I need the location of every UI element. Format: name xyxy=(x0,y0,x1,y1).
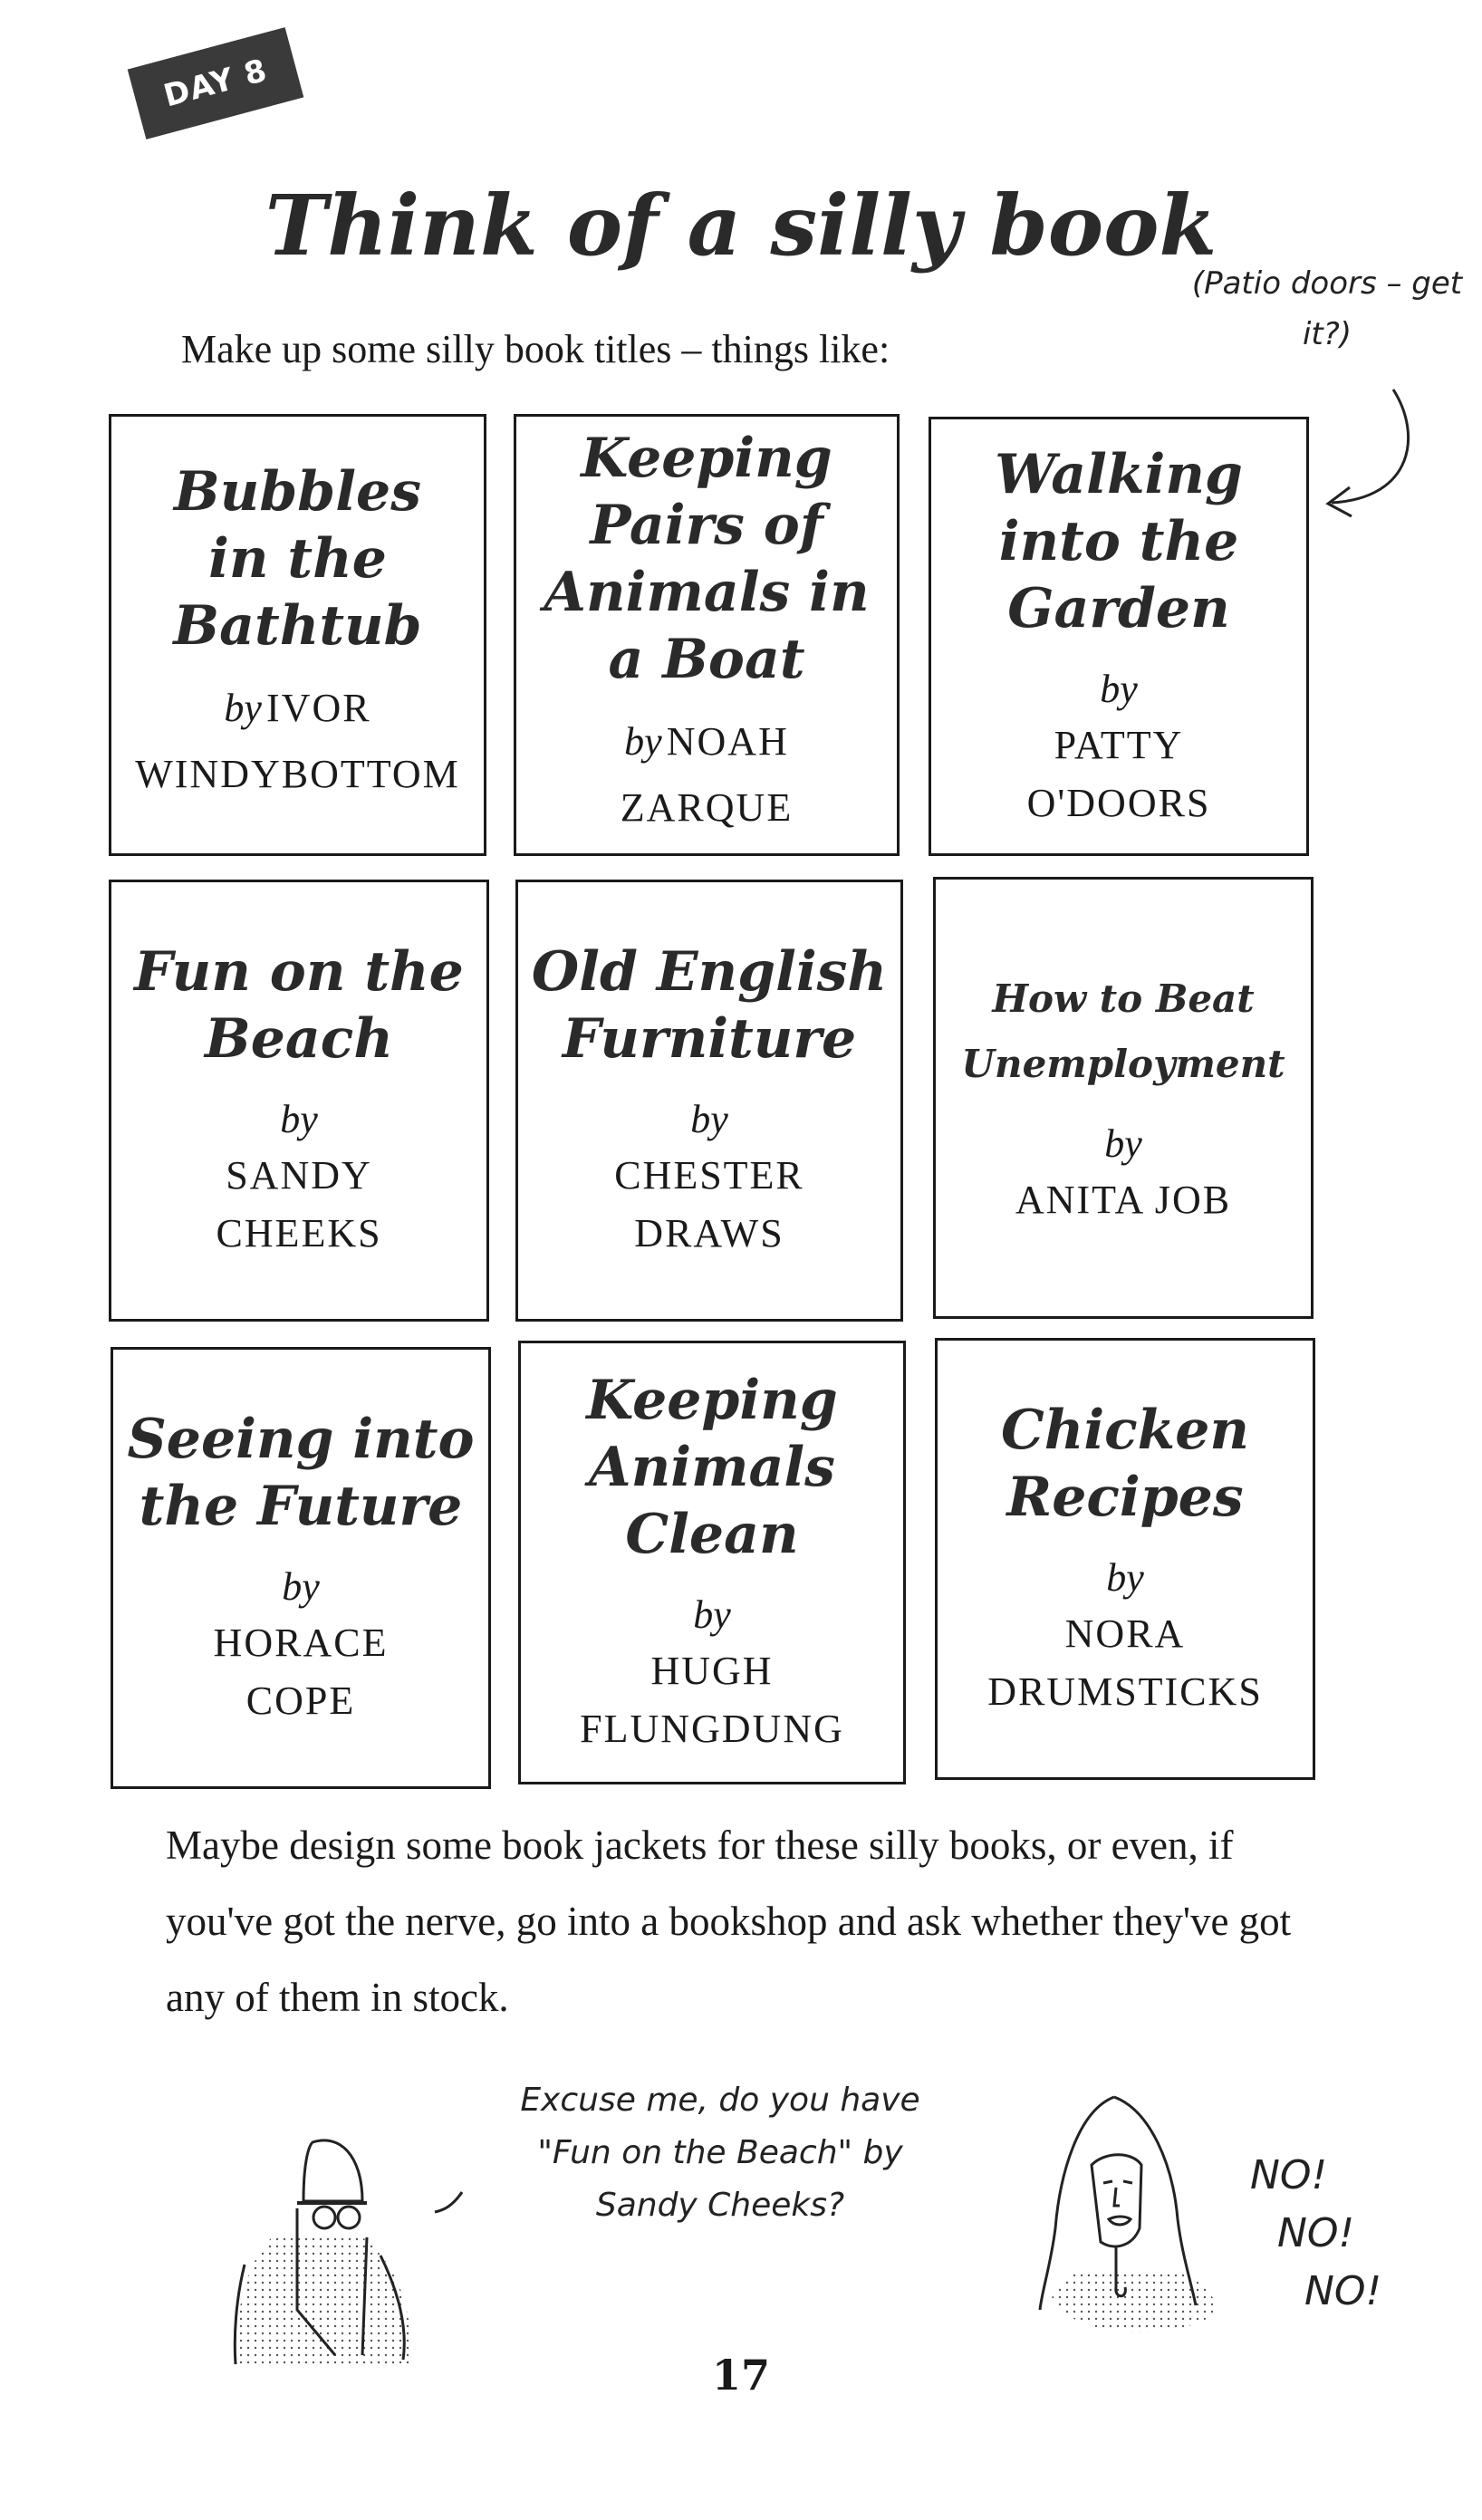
book-card xyxy=(929,417,1309,856)
reply-text xyxy=(1250,2147,1381,2321)
book-author: NOAH ZARQUE xyxy=(620,719,794,830)
book-by: by xyxy=(224,686,262,730)
body-paragraph: Maybe design some book jackets for these silly books, or even, if you've got the nerve, go into a bookshop and ask whether they've got any of them in stock. xyxy=(166,1823,1292,2020)
book-title: Old English Furniture xyxy=(531,940,888,1071)
book-card xyxy=(933,877,1314,1319)
book-by: by xyxy=(690,1097,728,1141)
book-author: HUGH FLUNGDUNG xyxy=(580,1649,844,1751)
page-title: Think of a silly book xyxy=(265,177,1217,274)
reply-line: NO! xyxy=(1277,2210,1355,2256)
book-card xyxy=(109,880,489,1322)
book-by: by xyxy=(280,1097,318,1141)
reply-line: NO! xyxy=(1250,2152,1328,2198)
speech-text: Excuse me, do you have "Fun on the Beach" by Sandy Cheeks? xyxy=(520,2082,920,2224)
book-card xyxy=(109,414,486,856)
book-title: Keeping Animals Clean xyxy=(586,1369,838,1566)
book-card xyxy=(935,1338,1315,1780)
book-title: Walking into the Garden xyxy=(995,442,1243,640)
book-title: Fun on the Beach xyxy=(134,940,464,1071)
book-card xyxy=(515,880,903,1322)
book-author: ANITA JOB xyxy=(1015,1178,1232,1222)
book-title: Seeing into the Future xyxy=(127,1408,475,1538)
book-by: by xyxy=(1106,1555,1144,1600)
book-author: IVOR WINDYBOTTOM xyxy=(135,686,460,796)
book-author: PATTY O'DOORS xyxy=(1026,722,1211,825)
woman-illustration-icon xyxy=(1015,2092,1268,2364)
intro-text: Make up some silly book titles – things like: xyxy=(181,327,890,371)
book-title: Keeping Pairs of Animals in a Boat xyxy=(544,427,870,691)
book-author: CHESTER DRAWS xyxy=(614,1153,804,1255)
book-by: by xyxy=(282,1564,320,1609)
curved-arrow-icon xyxy=(1314,380,1422,525)
day-badge: DAY 8 xyxy=(128,27,304,139)
page-number: 17 xyxy=(711,2351,770,2400)
book-by: by xyxy=(693,1592,731,1637)
book-card xyxy=(111,1347,491,1789)
book-author: SANDY CHEEKS xyxy=(216,1153,382,1255)
book-by: by xyxy=(1100,666,1138,711)
book-card xyxy=(518,1341,906,1784)
book-card xyxy=(514,414,900,856)
book-by: by xyxy=(1104,1121,1142,1166)
book-author: HORACE COPE xyxy=(213,1621,389,1723)
aside-note: (Patio doors – get it?) xyxy=(1191,265,1463,352)
book-title: Chicken Recipes xyxy=(1000,1399,1250,1529)
reply-line: NO! xyxy=(1304,2268,1382,2314)
book-title: Bubbles in the Bathtub xyxy=(173,460,422,658)
book-title: How to Beat Unemployment xyxy=(961,976,1285,1086)
book-by: by xyxy=(624,719,662,764)
book-author: NORA DRUMSTICKS xyxy=(987,1611,1263,1714)
